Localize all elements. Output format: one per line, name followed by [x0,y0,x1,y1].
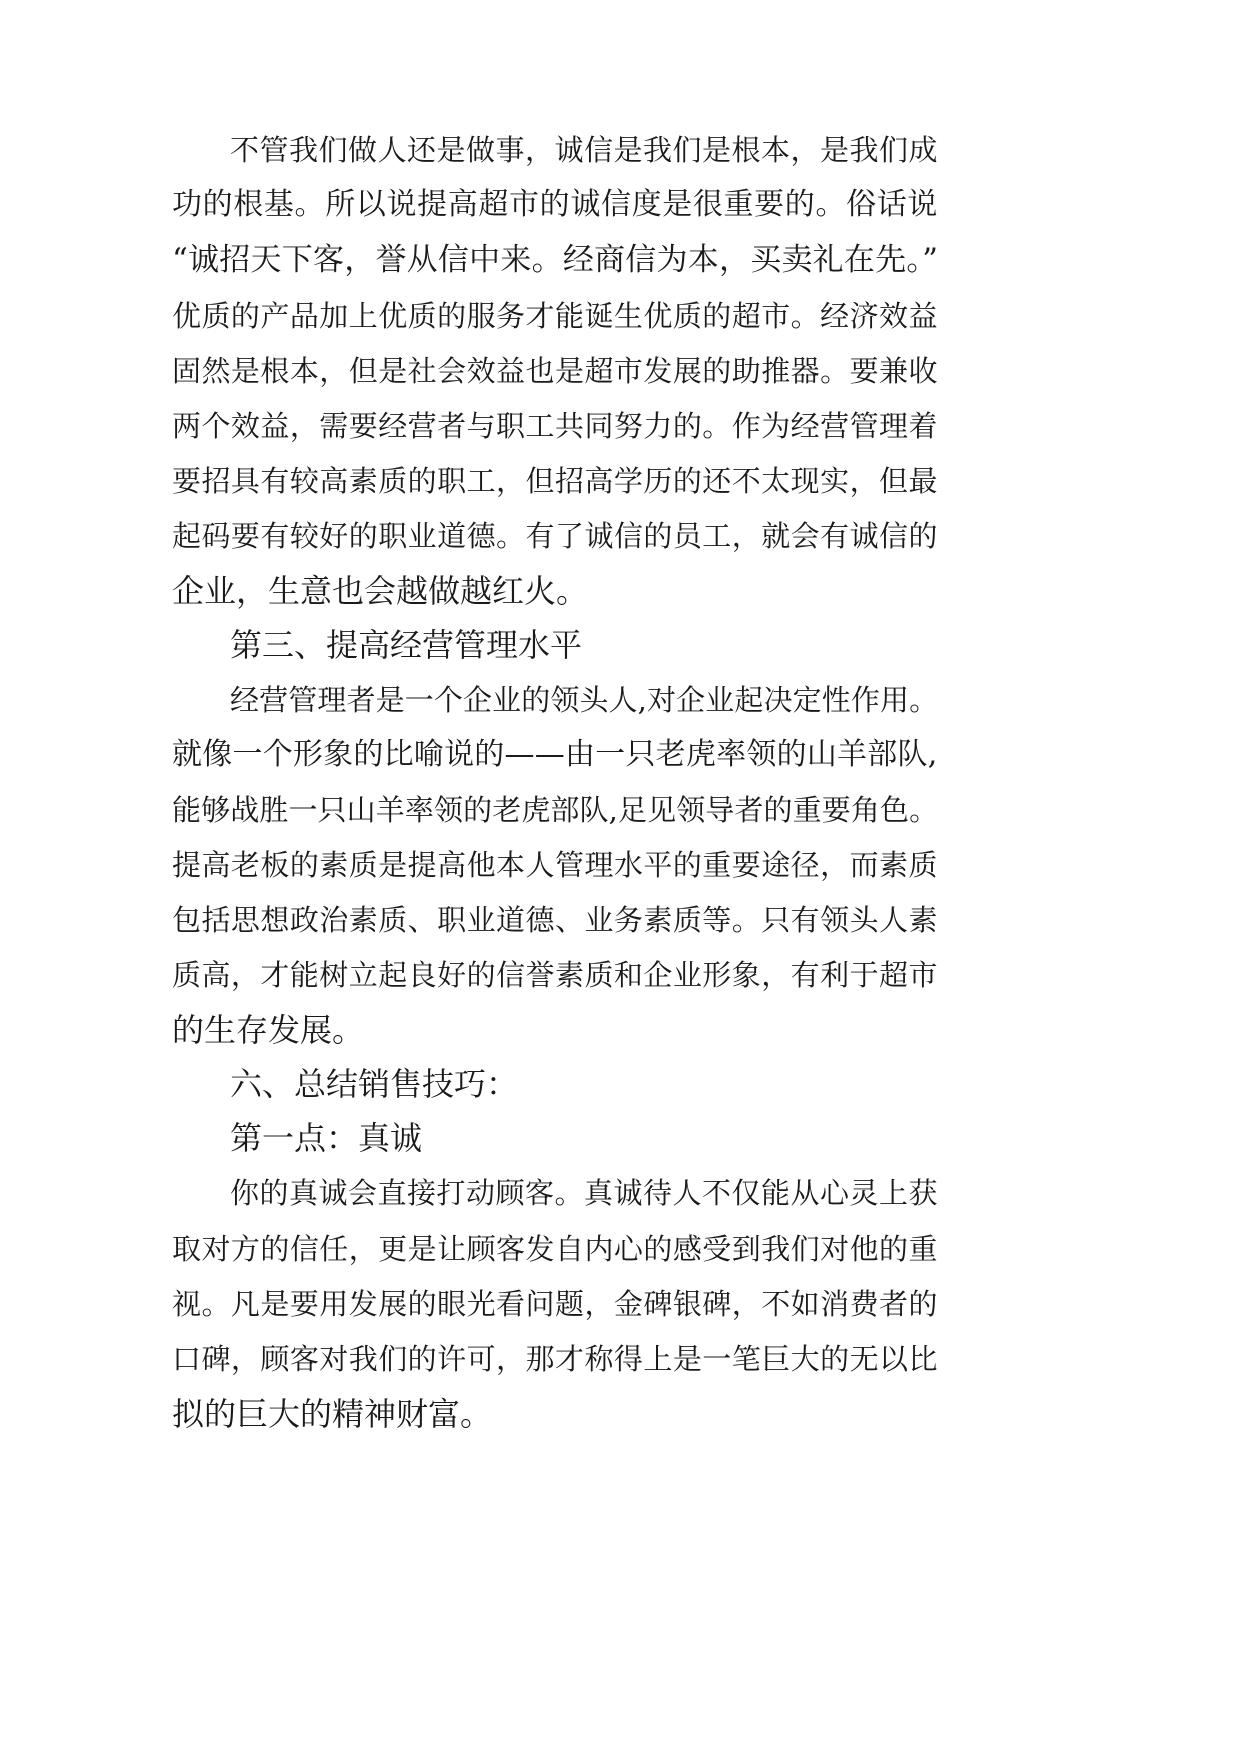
paragraph-sincerity-line-5: 拟的巨大的精神财富。 [172,1395,493,1433]
paragraph-integrity-line-9: 企业，生意也会越做越红火。 [172,572,589,610]
paragraph-management-line-7: 的生存发展。 [172,1011,365,1049]
paragraph-management-line-2: 就像一个形象的比喻说的——由一只老虎率领的山羊部队, [172,737,938,772]
paragraph-integrity-line-8: 起码要有较好的职业道德。有了诚信的员工，就会有诚信的 [172,519,938,553]
paragraph-integrity-line-6: 两个效益，需要经营者与职工共同努力的。作为经营管理着 [172,409,938,443]
paragraph-sincerity-line-2: 取对方的信任，更是让顾客发自内心的感受到我们对他的重 [172,1232,938,1266]
paragraph-sincerity-line-1: 你的真诚会直接打动顾客。真诚待人不仅能从心灵上获 [230,1176,939,1210]
paragraph-management-line-4: 提高老板的素质是提高他本人管理水平的重要途径，而素质 [172,848,938,882]
paragraph-management-line-3: 能够战胜一只山羊率领的老虎部队,足见领导者的重要角色。 [172,793,939,827]
paragraph-management-line-5: 包括思想政治素质、职业道德、业务素质等。只有领头人素 [172,903,938,937]
paragraph-management-line-6: 质高，才能树立起良好的信誉素质和企业形象，有利于超市 [172,958,938,992]
paragraph-sincerity-line-3: 视。凡是要用发展的眼光看问题，金碑银碑，不如消费者的 [172,1287,938,1321]
paragraph-integrity-line-7: 要招具有较高素质的职工，但招高学历的还不太现实，但最 [172,464,938,498]
paragraph-integrity-line-5: 固然是根本，但是社会效益也是超市发展的助推器。要兼收 [172,354,938,388]
section-heading-management: 第三、提高经营管理水平 [230,626,583,664]
paragraph-integrity-line-2: 功的根基。所以说提高超市的诚信度是很重要的。俗话说 [172,187,938,222]
paragraph-integrity-line-4: 优质的产品加上优质的服务才能诞生优质的超市。经济效益 [172,299,938,333]
paragraph-integrity-line-3: “诚招天下客，誉从信中来。经商信为本，买卖礼在先。” [172,242,939,278]
subheading-sincerity: 第一点：真诚 [230,1119,423,1157]
paragraph-integrity-line-1: 不管我们做人还是做事，诚信是我们是根本，是我们成 [230,133,939,167]
section-heading-sales-skills: 六、总结销售技巧： [230,1065,519,1103]
paragraph-sincerity-line-4: 口碑，顾客对我们的许可，那才称得上是一笔巨大的无以比 [172,1342,938,1376]
paragraph-management-line-1: 经营管理者是一个企业的领头人,对企业起决定性作用。 [230,683,939,717]
